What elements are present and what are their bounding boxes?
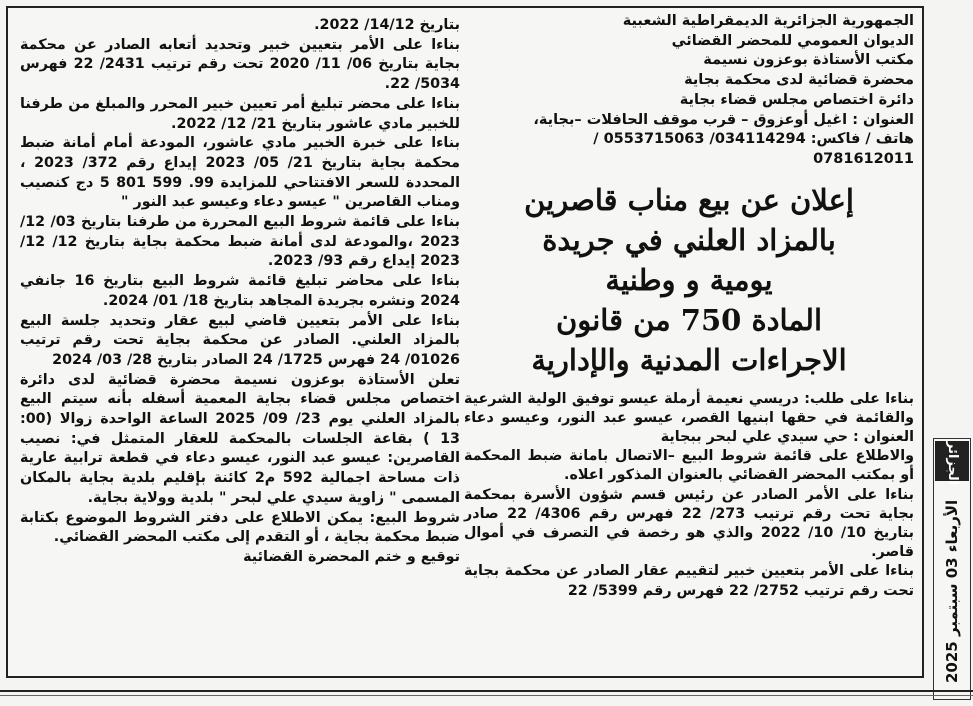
header-line: مكتب الأستاذة بوعزون نسيمة — [703, 52, 914, 69]
title-line: بالمزاد العلني في جريدة — [542, 222, 836, 257]
notice-title — [464, 180, 914, 380]
paragraph: بناءا على محاضر تبليغ قائمة شروط البيع بتاريخ 16 جانفي 2024 ونشره بجريدة المجاهد بتاريخ 18/ 01/ 2024. — [20, 273, 460, 309]
paragraph: بناءا على خبرة الخبير مادي عاشور، المودعة أمام أمانة ضبط محكمة بجاية بتاريخ 21/ 05/ 2023 إيداع رقم 372/ 2023 ، المحددة للسعر الافتتاحي للمزايدة 99. 599 801 5 دج كنصيب ومناب القاصرين " عيسو دعاء وعيسو عبد النور " — [20, 135, 461, 211]
office-header — [464, 12, 914, 170]
header-line: محضرة قضائية لدى محكمة بجاية — [684, 72, 914, 89]
right-body — [464, 390, 914, 601]
issue-date: الأربعاء 03 سبتمبر 2025 — [943, 499, 961, 683]
title-line: يومية و وطنية — [605, 262, 773, 297]
newspaper-side-strip — [933, 438, 971, 700]
paragraph: بناءا على الأمر بتعيين خبير وتحديد أتعابه الصادر عن محكمة بجاية بتاريخ 06/ 11/ 2020 تحت رقم ترتيب 2431/ 22 فهرس 5034/ 22. — [20, 36, 460, 93]
signature-line: توقيع و ختم المحضرة القضائية — [243, 548, 460, 565]
paragraph: بناءا على طلب: دريسي نعيمة أرملة عيسو توفيق الولية الشرعية والقائمة في حقها ابنيها القصر، عيسو عبد النور، وعيسو دعاء العنوان : حي سيدي علي لبحر ببجاية — [464, 390, 914, 446]
header-address: العنوان : اغيل أوعزوق – قرب موقف الحافلات –بجاية، — [533, 111, 914, 128]
paragraph: بناءا على الأمر الصادر عن رئيس قسم شؤون الأسرة بمحكمة بجاية تحت رقم ترتيب 273/ 22 فهرس رقم 4306/ 22 صادر بتاريخ 10/ 10/ 2022 والذي هو رخصة في التصرف في أموال قاصر. — [464, 486, 914, 561]
left-column — [20, 16, 460, 568]
header-line: دائرة اختصاص مجلس قضاء بجاية — [679, 91, 914, 108]
title-line: إعلان عن بيع مناب قاصرين — [524, 182, 854, 217]
notice-frame — [6, 6, 924, 678]
header-line: الديوان العمومي للمحضر القضائي — [671, 32, 914, 49]
right-column — [464, 12, 914, 601]
paragraph: بناءا على الأمر بتعيين خبير لتقييم عقار الصادر عن محكمة بجاية تحت رقم ترتيب 2752/ 22 فهرس رقم 5399/ 22 — [464, 563, 914, 599]
header-phone: هاتف / فاكس: 034114294/ 0553715063 / — [593, 131, 914, 148]
paragraph: تعلن الأستاذة بوعزون نسيمة محضرة قضائية لدى دائرة اختصاص مجلس قضاء بجاية المعمية أسفله بأنه سيتم البيع بالمزاد العلني يوم 23/ 09/ 2025 الساعة الواحدة زوالا (00: 13 ) بقاعة الجلسات بالمحكمة للعقار المتمثل في: نصيب القاصرين: عيسو عبد النور، عيسو دعاء في قطعة ترابية عارية ذات مساحة اجمالية 592 م2 كائنة بإقليم بلدية بجاية بالمكان المسمى " زاوية سيدي علي لبحر " بلدية وولاية بجاية. — [20, 371, 460, 506]
bottom-divider — [0, 690, 973, 696]
title-line: المادة 750 من قانون — [555, 302, 823, 337]
paragraph: بناءا على الأمر بتعيين قاضي لبيع عقار وتحديد جلسة البيع بالمزاد العلني. الصادر عن محكمة بجاية تحت رقم ترتيب 01026/ 24 فهرس 1725/ 24 الصادر بتاريخ 28/ 03/ 2024 — [20, 312, 460, 368]
newspaper-logo: الجزائر — [935, 441, 969, 481]
paragraph: بناءا على محضر تبليغ أمر تعيين خبير المحرر والمبلغ من طرفنا للخبير مادي عاشور بتاريخ 21/ 12/ 2022. — [20, 95, 460, 132]
header-phone-2: 0781612011 — [813, 150, 914, 167]
paragraph: والاطلاع على قائمة شروط البيع –الاتصال بامانة ضبط المحكمة أو بمكتب المحضر القضائي بالعنوان المذكور اعلاه. — [464, 448, 914, 484]
paragraph: شروط البيع: يمكن الاطلاع على دفتر الشروط الموضوع بكتابة ضبط محكمة بجاية ، أو التقدم إلى مكتب المحضر القضائي. — [20, 509, 460, 546]
paragraph: بتاريخ 14/12/ 2022. — [314, 17, 460, 33]
paragraph: بناءا على قائمة شروط البيع المحررة من طرفنا بتاريخ 03/ 12/ 2023 ،والمودعة لدى أمانة ضبط محكمة بجاية بتاريخ 12/ 12/ 2023 إيداع رقم 93/ 2023. — [20, 214, 461, 270]
header-line: الجمهورية الجزائرية الديمقراطية الشعبية — [622, 13, 914, 29]
title-line: الاجراءات المدنية والإدارية — [531, 342, 847, 377]
